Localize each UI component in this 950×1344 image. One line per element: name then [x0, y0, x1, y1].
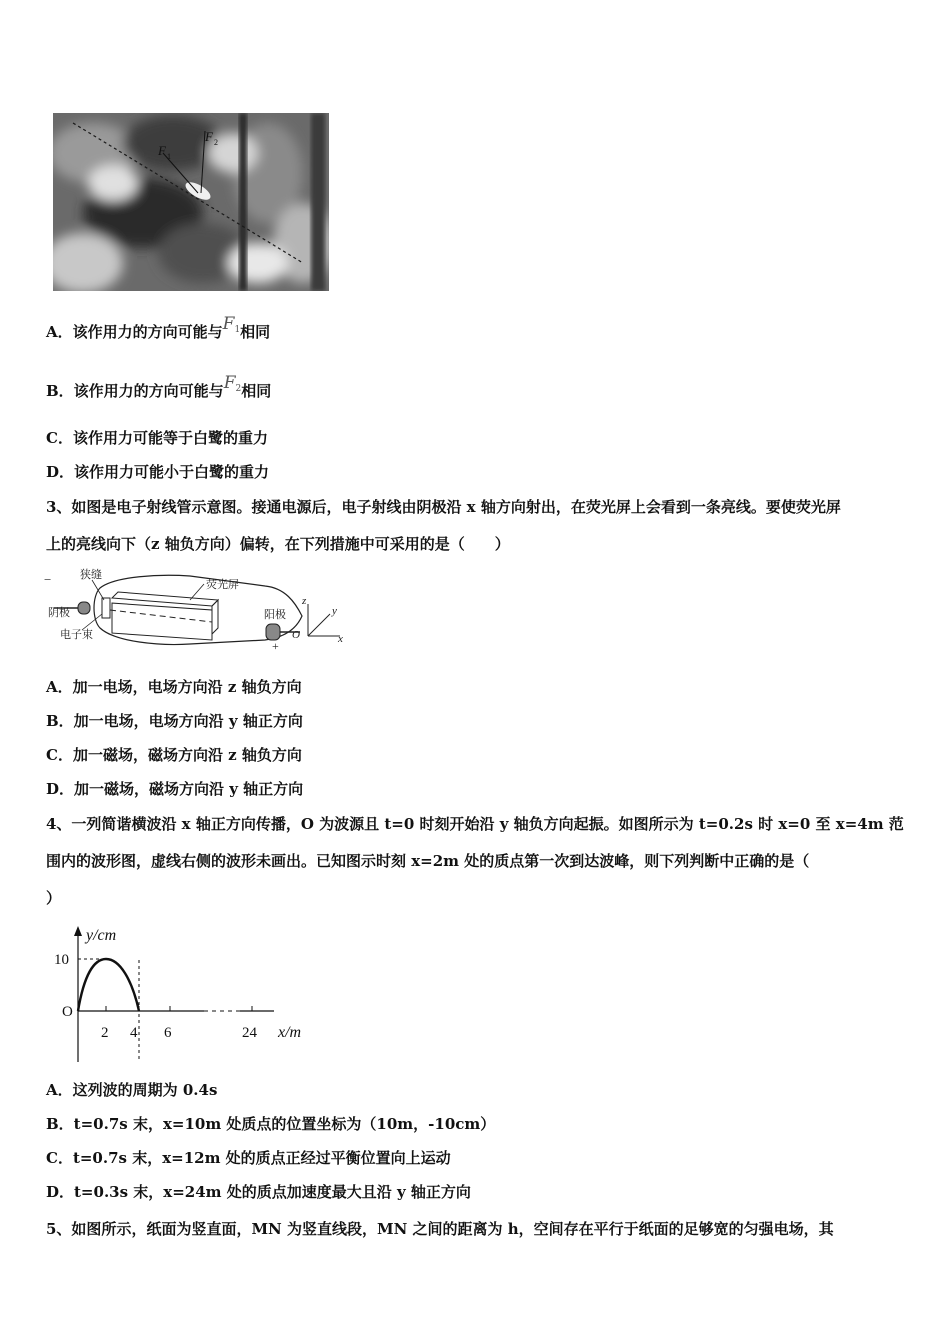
axis-y-label: y — [332, 605, 337, 617]
beam-label: 电子束 — [60, 629, 93, 641]
egret-photo — [53, 113, 329, 291]
q2-option-b-text: B．该作用力的方向可能与 — [46, 382, 224, 400]
f2-label: F — [205, 129, 213, 144]
x-tick-4: 4 — [130, 1025, 138, 1041]
q5-stem-line1: 5、如图所示，纸面为竖直面，MN 为竖直线段，MN 之间的距离为 h，空间存在平行于纸面的足够宽的匀强电场，其 — [46, 1220, 834, 1238]
y-tick-10: 10 — [54, 952, 69, 968]
q4-stem-line2: 围内的波形图，虚线右侧的波形未画出。已知图示时刻 x=2m 处的质点第一次到达波峰，则下列判断中正确的是（ — [46, 852, 810, 870]
q4-option-d[interactable]: D．t=0.3s 末，x=24m 处的质点加速度最大且沿 y 轴正方向 — [46, 1183, 471, 1201]
axis-z-label: z — [302, 595, 307, 607]
anode-label: 阳极 — [264, 609, 286, 621]
f2-subscript: 2 — [214, 138, 218, 147]
q2-option-d[interactable]: D．该作用力可能小于白鹭的重力 — [46, 463, 270, 481]
q2-option-b-suffix: 相同 — [241, 382, 272, 400]
screen-label: 荧光屏 — [206, 579, 239, 591]
f1-label: F — [158, 143, 166, 158]
q4-option-b[interactable]: B．t=0.7s 末，x=10m 处质点的位置坐标为（10m，-10cm） — [46, 1115, 496, 1133]
f1-symbol: F1 — [222, 314, 241, 335]
x-axis-label: x/m — [278, 1024, 302, 1041]
q2-option-c[interactable]: C．该作用力可能等于白鹭的重力 — [46, 429, 268, 447]
plus-sign: + — [272, 639, 279, 653]
q2-option-a[interactable] — [46, 314, 271, 345]
y-axis-label: y/cm — [86, 927, 117, 944]
origin-label: O — [292, 629, 300, 641]
wave-graph — [44, 920, 324, 1066]
q4-option-c[interactable]: C．t=0.7s 末，x=12m 处的质点正经过平衡位置向上运动 — [46, 1149, 451, 1167]
q4-stem-line1: 4、一列简谐横波沿 x 轴正方向传播，O 为波源且 t=0 时刻开始沿 y 轴负方向起振。如图所示为 t=0.2s 时 x=0 至 x=4m 范 — [46, 815, 904, 833]
axis-x-label: x — [338, 633, 343, 645]
q2-option-a-suffix: 相同 — [240, 323, 271, 341]
egret-photo-image — [53, 113, 329, 291]
q4-stem-line3: ） — [46, 889, 62, 907]
q3-option-c[interactable]: C．加一磁场，磁场方向沿 z 轴负方向 — [46, 746, 302, 764]
x-tick-24: 24 — [242, 1025, 257, 1041]
q4-option-a[interactable]: A．这列波的周期为 0.4s — [46, 1081, 218, 1099]
q3-stem-line1: 3、如图是电子射线管示意图。接通电源后，电子射线由阴极沿 x 轴方向射出，在荧光屏上会看到一条亮线。要使荧光屏 — [46, 498, 841, 516]
x-tick-2: 2 — [101, 1025, 109, 1041]
q3-option-b[interactable]: B．加一电场，电场方向沿 y 轴正方向 — [46, 712, 303, 730]
q2-option-a-text: A．该作用力的方向可能与 — [46, 323, 223, 341]
slit-label: 狭缝 — [80, 569, 102, 581]
q3-option-a[interactable]: A．加一电场，电场方向沿 z 轴负方向 — [46, 678, 302, 696]
q3-stem-line2: 上的亮线向下（z 轴负方向）偏转，在下列措施中可采用的是（ ） — [46, 535, 510, 553]
cathode-label: 阴极 — [48, 607, 70, 619]
minus-sign: − — [44, 572, 52, 587]
q3-option-d[interactable]: D．加一磁场，磁场方向沿 y 轴正方向 — [46, 780, 304, 798]
f1-subscript: 1 — [167, 152, 171, 161]
f2-symbol: F2 — [223, 373, 242, 394]
electron-tube-diagram — [40, 566, 350, 658]
q2-option-b[interactable] — [46, 373, 272, 404]
x-tick-6: 6 — [164, 1025, 172, 1041]
origin-label: O — [62, 1004, 73, 1020]
